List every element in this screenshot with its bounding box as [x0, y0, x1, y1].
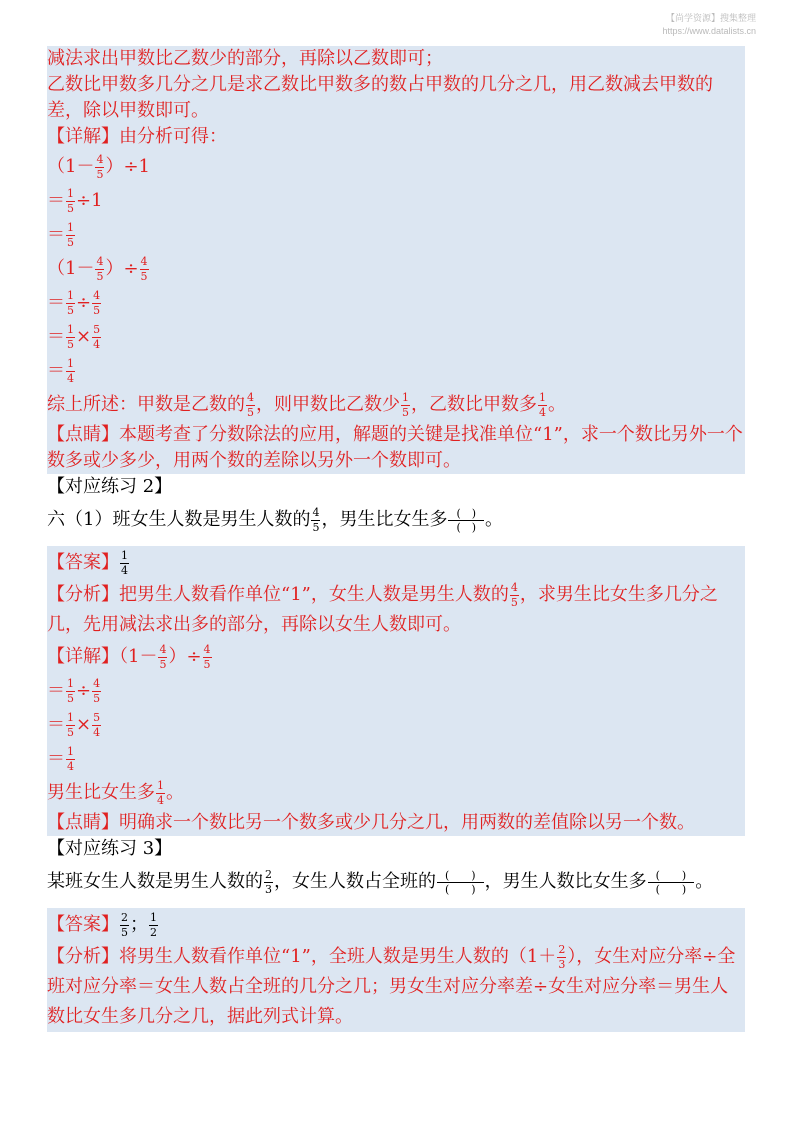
summary-text: ，则甲数比乙数少 [256, 394, 400, 415]
eq-operator: ÷ [76, 680, 92, 701]
fraction [203, 644, 212, 671]
fraction [120, 912, 129, 939]
document-page [47, 46, 745, 1032]
analysis-paragraph [47, 942, 745, 1032]
fraction-numerator: 4 [93, 676, 101, 690]
fraction-denominator: 3 [558, 957, 566, 971]
tip-paragraph [47, 422, 745, 474]
fraction-numerator: 1 [67, 186, 74, 200]
fraction-numerator: ( ) [448, 507, 484, 521]
fraction-denominator: 5 [402, 405, 409, 419]
eq-operator: × [76, 714, 92, 735]
fraction [401, 392, 410, 419]
fraction-numerator: 1 [157, 778, 164, 792]
question-text: ，女生人数占全班的 [274, 871, 436, 892]
fraction-numerator: 4 [247, 390, 254, 404]
fraction-numerator: 2 [558, 942, 566, 956]
question-text: 六（1）班女生人数是男生人数的 [47, 509, 311, 530]
fraction [95, 256, 104, 283]
detail-text: 由分析可得： [119, 126, 227, 147]
eq-text: ÷1 [76, 190, 103, 211]
fraction [66, 188, 75, 215]
answer-label: 【答案】 [47, 552, 119, 573]
fraction-denominator: 4 [539, 405, 546, 419]
exercise-2-solution [47, 546, 745, 836]
fraction-numerator: 4 [93, 288, 101, 302]
detail-equation-4 [47, 742, 745, 776]
eq-sign: ＝ [47, 224, 65, 245]
exercise-2-title: 【对应练习 2】 [47, 476, 173, 497]
result-text: 。 [166, 782, 184, 803]
fraction [92, 678, 101, 705]
question-text: 。 [485, 509, 504, 530]
equation-6 [47, 320, 745, 354]
tip-text: 本题考查了分数除法的应用，解题的关键是找准单位“1”，求一个数比另外一个数多或少多少，用两个数的差除以另外一个数即可。 [47, 424, 743, 471]
fraction-numerator: 4 [203, 642, 211, 656]
fraction-numerator: 4 [96, 254, 104, 268]
equation-5 [47, 286, 745, 320]
tip-label: 【点睛】 [47, 424, 119, 445]
fraction-denominator: 5 [247, 405, 254, 419]
fraction [246, 392, 255, 419]
fraction-denominator: 5 [140, 269, 148, 283]
fraction-numerator: ( ) [648, 869, 695, 883]
fraction [158, 644, 167, 671]
eq-operator: × [76, 326, 92, 347]
fraction [311, 507, 320, 534]
eq-text: （1－ [47, 156, 95, 177]
fraction-denominator: 5 [67, 725, 74, 739]
fraction-denominator: 5 [159, 657, 167, 671]
fraction-numerator: ( ) [437, 869, 484, 883]
fraction-numerator: 1 [67, 710, 74, 724]
exercise-2-question [47, 500, 745, 540]
analysis-text: 将男生人数看作单位“1”，全班人数是男生人数的（1＋ [119, 946, 557, 967]
fraction [120, 550, 129, 577]
fraction-numerator: 2 [265, 867, 272, 881]
summary-text: 。 [548, 394, 566, 415]
fraction-denominator: 5 [93, 303, 101, 317]
eq-operator: ÷ [76, 292, 92, 313]
question-text: 某班女生人数是男生人数的 [47, 871, 263, 892]
fraction [66, 222, 75, 249]
tip-text: 明确求一个数比另一个数多或少几分之几，用两数的差值除以另一个数。 [119, 812, 695, 833]
fraction-denominator: 5 [67, 235, 74, 249]
exercise-3-solution [47, 908, 745, 1032]
summary-text: ，乙数比甲数多 [411, 394, 537, 415]
fraction-numerator: 4 [140, 254, 148, 268]
equation-2 [47, 184, 745, 218]
fraction-numerator: 1 [67, 744, 74, 758]
detail-label: 【详解】 [47, 646, 119, 667]
watermark-line1: 【尚学资源】搜集整理 [665, 13, 756, 23]
fraction-numerator: 2 [121, 910, 128, 924]
fraction [557, 944, 566, 971]
fraction-denominator: ( ) [655, 882, 687, 896]
fraction-numerator: 4 [96, 152, 104, 166]
eq-text: （1－ [119, 646, 158, 667]
tip-label: 【点睛】 [47, 812, 119, 833]
fraction-denominator: ( ) [445, 882, 476, 896]
fraction-denominator: 4 [93, 725, 101, 739]
fraction-denominator: 5 [96, 269, 104, 283]
eq-sign: ＝ [47, 748, 65, 769]
fraction-denominator: 5 [510, 595, 518, 609]
result-line [47, 776, 745, 810]
analysis-text: 把男生人数看作单位“1”，女生人数是男生人数的 [119, 584, 509, 605]
equation-7 [47, 354, 745, 388]
fraction-denominator: 5 [67, 337, 74, 351]
equation-4 [47, 252, 745, 286]
detail-equation-1 [47, 640, 745, 674]
exercise-3-question [47, 862, 745, 902]
fraction-denominator: 5 [67, 691, 74, 705]
exercise-3-title: 【对应练习 3】 [47, 838, 173, 859]
analysis-text: ，求男生比女生多几分之几，先用减法求出多的部分，再除以女生人数即可。 [47, 584, 718, 635]
equation-1 [47, 150, 745, 184]
eq-text: （1－ [47, 258, 95, 279]
detail-equation-2 [47, 674, 745, 708]
fraction-numerator: 4 [159, 642, 167, 656]
fraction-numerator: 1 [67, 288, 74, 302]
fraction-denominator: 4 [67, 759, 74, 773]
fraction-numerator: 5 [93, 322, 101, 336]
fraction-denominator: 4 [121, 563, 128, 577]
fraction-numerator: 1 [539, 390, 546, 404]
question-text: ，男生人数比女生多 [484, 871, 647, 892]
analysis-line-1: 减法求出甲数比乙数少的部分，再除以乙数即可； [47, 48, 443, 69]
fraction [66, 678, 75, 705]
answer-blank [648, 869, 695, 896]
analysis-paragraph [47, 580, 745, 640]
fraction-denominator: 2 [150, 925, 157, 939]
fraction-numerator: 1 [67, 356, 74, 370]
eq-sign: ＝ [47, 190, 65, 211]
fraction-numerator: 1 [150, 910, 157, 924]
fraction-denominator: 5 [67, 303, 74, 317]
fraction [66, 712, 75, 739]
answer-label: 【答案】 [47, 914, 119, 935]
fraction [66, 746, 75, 773]
summary-text: 综上所述：甲数是乙数的 [47, 394, 245, 415]
fraction-numerator: 4 [312, 505, 320, 519]
analysis-label: 【分析】 [47, 946, 119, 967]
fraction-numerator: 5 [93, 710, 101, 724]
fraction [149, 912, 158, 939]
fraction [264, 869, 273, 896]
fraction-denominator: 4 [93, 337, 101, 351]
fraction [92, 324, 101, 351]
fraction-denominator: 4 [157, 793, 164, 807]
fraction-numerator: 1 [121, 548, 128, 562]
fraction-numerator: 1 [67, 220, 74, 234]
question-text: 。 [695, 871, 714, 892]
eq-sign: ＝ [47, 292, 65, 313]
fraction [538, 392, 547, 419]
fraction [66, 358, 75, 385]
analysis-block-1 [47, 46, 745, 474]
fraction-denominator: 5 [312, 520, 320, 534]
fraction-denominator: 5 [121, 925, 128, 939]
analysis-line-2: 乙数比甲数多几分之几是求乙数比甲数多的数占甲数的几分之几，用乙数减去甲数的差，除以甲数即可。 [47, 74, 713, 121]
answer-line [47, 546, 745, 580]
fraction [92, 290, 101, 317]
fraction [510, 582, 519, 609]
answer-blank [448, 507, 484, 534]
eq-sign: ＝ [47, 680, 65, 701]
fraction-denominator: 5 [67, 201, 74, 215]
result-text: 男生比女生多 [47, 782, 155, 803]
summary-line [47, 388, 745, 422]
answer-separator: ； [130, 914, 148, 935]
eq-sign: ＝ [47, 326, 65, 347]
detail-equation-3 [47, 708, 745, 742]
answer-blank [437, 869, 484, 896]
fraction-denominator: 5 [96, 167, 104, 181]
fraction [66, 290, 75, 317]
fraction [140, 256, 149, 283]
watermark-line2: https://www.datalists.cn [662, 26, 756, 36]
detail-label: 【详解】 [47, 126, 119, 147]
fraction-numerator: 1 [67, 676, 74, 690]
question-text: ，男生比女生多 [321, 509, 448, 530]
fraction-numerator: 4 [510, 580, 518, 594]
fraction-denominator: 5 [203, 657, 211, 671]
fraction [66, 324, 75, 351]
fraction-denominator: 3 [265, 882, 272, 896]
fraction [95, 154, 104, 181]
eq-text: ）÷1 [105, 156, 150, 177]
analysis-label: 【分析】 [47, 584, 119, 605]
eq-text: ）÷ [105, 258, 139, 279]
fraction-numerator: 1 [402, 390, 409, 404]
fraction [92, 712, 101, 739]
analysis-text: ），女生对应分率÷全班对应分率＝女生人数占全班的几分之几；男女生对应分率差÷女生对应分率＝男生人数比女生多几分之几，据此列式计算。 [47, 946, 736, 1027]
watermark [662, 12, 756, 38]
fraction [156, 780, 165, 807]
fraction-denominator: ( ) [456, 520, 477, 534]
answer-line [47, 908, 745, 942]
fraction-denominator: 4 [67, 371, 74, 385]
eq-sign: ＝ [47, 714, 65, 735]
fraction-denominator: 5 [93, 691, 101, 705]
equation-3 [47, 218, 745, 252]
eq-sign: ＝ [47, 360, 65, 381]
detail-heading [47, 124, 745, 150]
fraction-numerator: 1 [67, 322, 74, 336]
tip-line [47, 810, 745, 836]
eq-text: ）÷ [168, 646, 202, 667]
